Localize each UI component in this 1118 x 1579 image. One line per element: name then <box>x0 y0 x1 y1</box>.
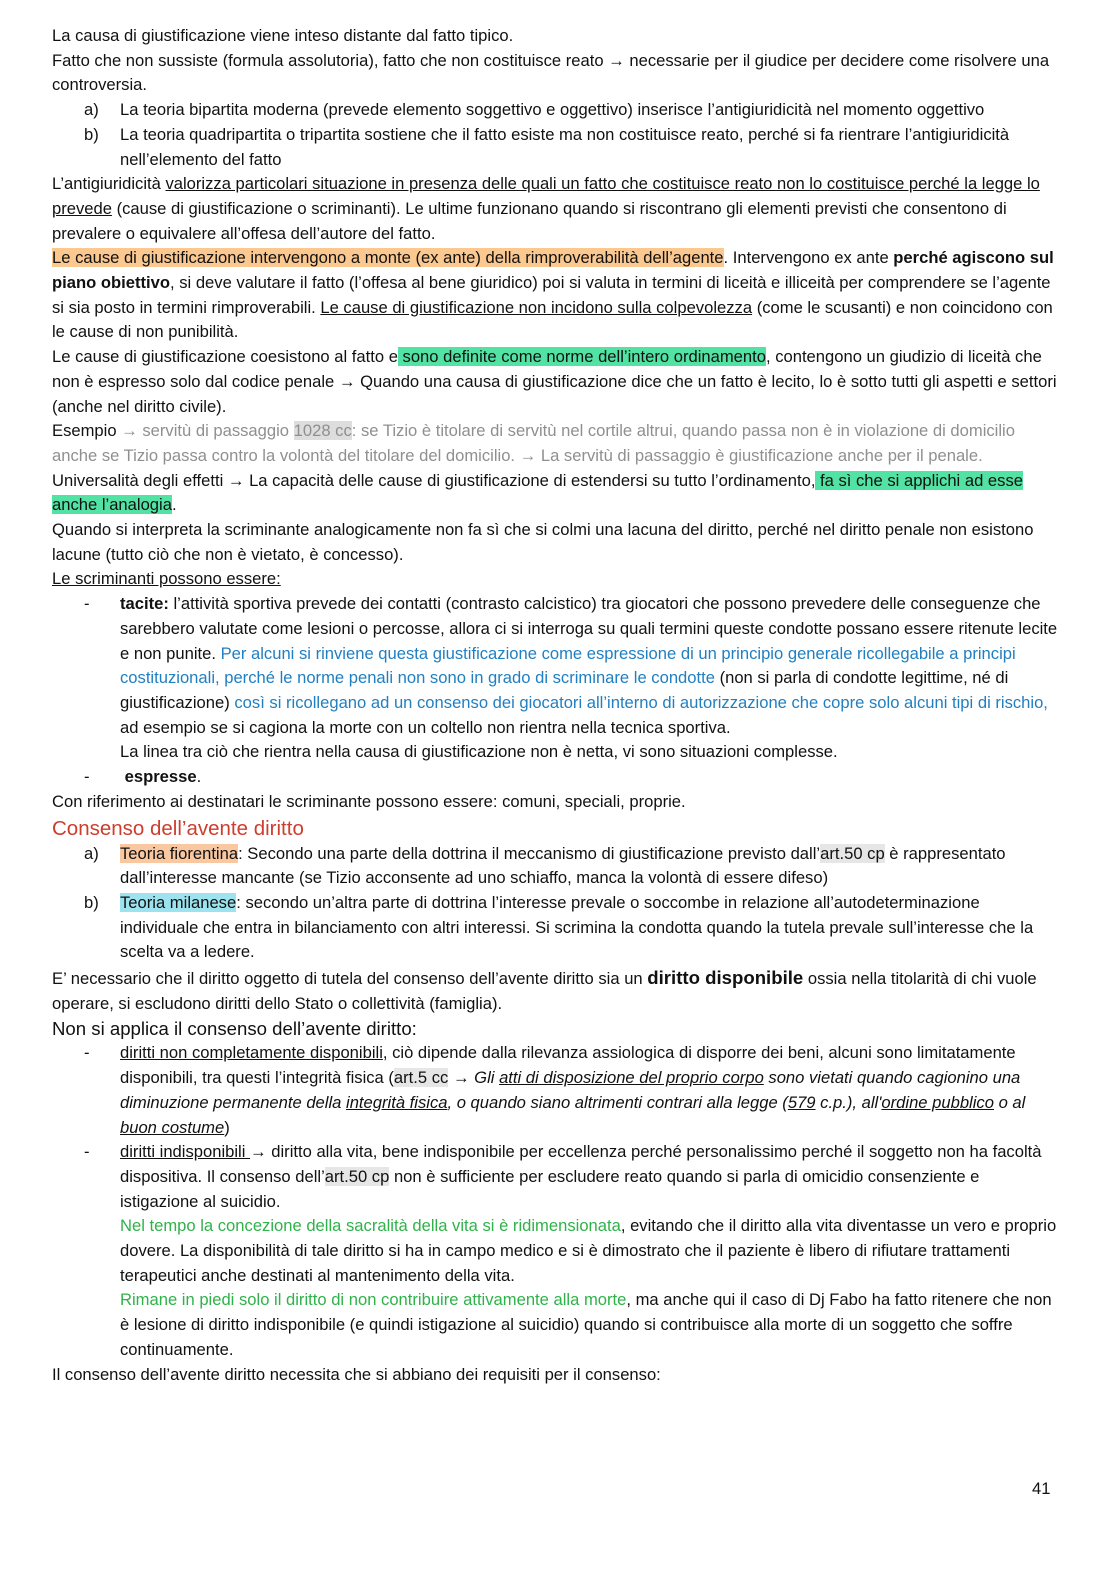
paragraph-antigiuridicita <box>52 172 1062 246</box>
text-run: . <box>196 767 202 787</box>
text-run: → diritto alla vita, bene indisponibile per eccellenza perché personalissimo perché il soggetto non ha facoltà dispositiva. Il consenso dell’ <box>120 1142 1042 1186</box>
text-run: . <box>171 495 177 515</box>
italic-link-text: ordine pubblico <box>881 1092 994 1112</box>
text-run: ) <box>224 1117 230 1137</box>
list-item-espresse <box>52 765 1062 790</box>
list-marker: b) <box>84 124 99 144</box>
paragraph-universalita <box>52 469 1062 518</box>
paragraph-scriminanti <box>52 567 1062 592</box>
list-item-text <box>120 765 1062 790</box>
heading-text: Consenso dell’avente diritto <box>52 816 304 840</box>
gray-text: : se Tizio è titolare di servitù nel cortile altrui, quando passa non è in violazione di domicilio anche se Tizio passa contro la volontà del titolare del domicilio. → La servitù di passaggio è giustificazione anche per il penale. <box>52 421 1015 465</box>
list-marker: b) <box>84 892 99 912</box>
paragraph-destinatari <box>52 790 1062 815</box>
highlight-gray: art.50 cp <box>324 1166 390 1186</box>
text-run: Il consenso dell’avente diritto necessita che si abbiano dei requisiti per il consenso: <box>52 1364 661 1384</box>
bold-text: espresse <box>124 767 197 787</box>
list-item-non-completamente-disponibili <box>52 1041 1062 1140</box>
italic-text: Gli <box>474 1068 500 1088</box>
italic-text: sono vietati quando cagionino una diminuzione permanente della <box>120 1068 1021 1112</box>
text-intro: La causa di giustificazione viene inteso distante dal fatto tipico. <box>52 26 514 45</box>
highlight-green: sono definite come norme dell’intero ordinamento <box>397 347 766 367</box>
text-run: , si deve valutare il fatto (l’offesa al bene giuridico) poi si valuta in termini di liceità e illiceità per comprendere se l’agente si sia posto in termini rimproverabili. <box>52 273 1051 317</box>
green-text: Rimane in piedi solo il diritto di non contribuire attivamente alla morte <box>120 1290 627 1310</box>
text-run: è rappresentato dall’interesse mancante (se Tizio acconsente ad uno schiaffo, manca la volontà di essere difeso) <box>120 843 1006 888</box>
text-run: (cause di giustificazione o scriminanti). Le ultime funzionano quando si riscontrano gli elementi previsti che consentono di prevalere o equivalere all’offesa dell’autore del fatto. <box>52 198 1007 243</box>
text-run: ossia nella titolarità di chi vuole operare, si escludono diritti dello Stato o collettività (famiglia). <box>52 969 1037 1013</box>
underlined-text: valorizza particolari situazione in presenza delle quali un fatto che costituisce reato non lo costituisce perché la legge lo prevede <box>52 174 1040 218</box>
bold-text: diritto disponibile <box>647 967 804 989</box>
paragraph-requisiti <box>52 1363 1062 1388</box>
blue-text: così si ricollegano ad un consenso dei giocatori all’interno di autorizzazione che copre solo alcuni tipi di rischio, <box>234 692 1048 712</box>
text-run: (come le scusanti) e non coincidono con le cause di non punibilità. <box>52 297 1053 342</box>
paragraph-non-si-applica <box>52 1016 1062 1041</box>
section-heading <box>52 815 1062 842</box>
bold-text: tacite: <box>120 594 169 614</box>
highlight-green: fa sì che si applichi ad esse anche l’analogia <box>52 470 1023 515</box>
underlined-text: Le scriminanti possono essere: <box>52 569 281 589</box>
green-text: Nel tempo la concezione della sacralità della vita si è ridimensionata <box>120 1216 621 1236</box>
italic-text: c.p.), all' <box>815 1092 882 1112</box>
highlight-gray: 1028 cc <box>293 421 352 441</box>
text-run: ad esempio se si cagiona la morte con un coltello non rientra nella tecnica sportiva. <box>120 717 731 737</box>
underlined-text: diritti indisponibili <box>120 1142 251 1162</box>
text-run: non è sufficiente per escludere reato quando si parla di omicidio consenziente e istigazione al suicidio. <box>120 1166 980 1211</box>
text-run: , evitando che il diritto alla vita diventasse un vero e proprio dovere. La disponibilità di tale diritto si ha in campo medico e si è dimostrato che il paziente è libero di rifiutare trattamenti terapeutici anche destinati al mantenimento della vita. <box>120 1216 1057 1285</box>
list-marker: - <box>84 1142 90 1162</box>
text-run: Quando si interpreta la scriminante analogicamente non fa sì che si colmi una lacuna del diritto, perché nel diritto penale non esistono lacune (tutto ciò che non è vietato, è concesso). <box>52 520 1034 564</box>
text-run: E’ necessario che il diritto oggetto di tutela del consenso dell’avente diritto sia un <box>52 969 648 989</box>
highlight-cyan: Teoria milanese <box>120 892 237 912</box>
text-run: Universalità degli effetti → La capacità delle cause di giustificazione di estendersi su tutto l’ordinamento, <box>52 470 816 490</box>
italic-link-text: 579 <box>787 1092 816 1112</box>
italic-text: o al <box>993 1092 1026 1112</box>
text-run: (non si parla di condotte legittime, né di giustificazione) <box>120 668 1009 712</box>
text-run: → <box>448 1068 475 1088</box>
text-run: Esempio <box>52 421 117 441</box>
list-item-text: La teoria quadripartita o tripartita sostiene che il fatto esiste ma non costituisce reato, perché si fa rientrare l’antigiuridicità nell’elemento del fatto <box>120 124 1010 169</box>
text-run: La linea tra ciò che rientra nella causa di giustificazione non è netta, vi sono situazioni complesse. <box>120 742 838 762</box>
italic-text: , o quando siano altrimenti contrari alla legge ( <box>447 1092 788 1112</box>
paragraph-fatto <box>52 49 1062 98</box>
document-page <box>52 24 1062 1387</box>
bold-text: perché agiscono sul piano obiettivo <box>52 248 1054 293</box>
paragraph-analogia <box>52 518 1062 567</box>
underlined-text: Le cause di giustificazione non incidono sulla colpevolezza <box>320 297 753 317</box>
list-marker: - <box>84 767 90 787</box>
underlined-text: diritti non completamente disponibili <box>120 1043 383 1063</box>
text-run: L’antigiuridicità <box>52 174 166 194</box>
text-run: : secondo un’altra parte di dottrina l’interesse prevale o soccombe in relazione all’autodeterminazione individuale che entra in bilanciamento con altri interessi. Si scrimina la condotta quando la tutela prevale sull’interesse che la scelta va a ledere. <box>120 892 1034 962</box>
text-run: , ma anche qui il caso di Dj Fabo ha fatto ritenere che non è lesione di diritto indisponibile (e quindi istigazione al suicidio) quando si contribuisce alla morte di un soggetto che soffre continuamente. <box>120 1290 1052 1359</box>
text-fatto: Fatto che non sussiste (formula assolutoria), fatto che non costituisce reato → necessarie per il giudice per decidere come risolvere una controversia. <box>52 50 1050 95</box>
highlight-orange: Le cause di giustificazione intervengono a monte (ex ante) della rimproverabilità dell’agente <box>52 248 724 268</box>
list-item-indisponibili <box>52 1140 1062 1362</box>
list-item-text <box>120 891 1062 965</box>
list-item-fiorentina <box>52 842 1062 891</box>
italic-link-text: integrità fisica <box>346 1092 448 1112</box>
paragraph-intro <box>52 24 1062 49</box>
list-marker: - <box>84 594 90 614</box>
list-item-text <box>120 1041 1062 1140</box>
text-run: : Secondo una parte della dottrina il meccanismo di giustificazione previsto dall’ <box>238 843 821 863</box>
list-item-tacite <box>52 592 1062 765</box>
list-item-bipartita <box>52 98 1062 123</box>
text-run: , ciò dipende dalla rilevanza assiologica di disporre dei beni, alcuni sono limitatamente disponibili, tra questi l’integrità fisica ( <box>120 1043 1016 1088</box>
paragraph-esempio <box>52 419 1062 468</box>
italic-link-text: atti di disposizione del proprio corpo <box>499 1068 764 1088</box>
highlight-gray: art.5 cc <box>393 1068 449 1088</box>
list-item-milanese <box>52 891 1062 965</box>
list-item-text <box>120 592 1062 765</box>
text-run: . Intervengono ex ante <box>723 248 894 268</box>
list-item-text <box>120 1140 1062 1362</box>
list-item-text <box>120 842 1062 891</box>
highlight-gray: art.50 cp <box>820 843 885 863</box>
list-item-text: La teoria bipartita moderna (prevede elemento soggettivo e oggettivo) inserisce l’antigiuridicità nel momento oggettivo <box>120 100 985 120</box>
paragraph-coesistono <box>52 345 1062 419</box>
text-run: Non si applica il consenso dell’avente diritto: <box>52 1018 417 1040</box>
list-marker: - <box>84 1043 90 1063</box>
gray-text: → servitù di passaggio <box>116 421 294 441</box>
text-run: , contengono un giudizio di liceità che non è espresso solo dal codice penale → Quando una causa di giustificazione dice che un fatto è lecito, lo è sotto tutti gli aspetti e settori (anche nel diritto civile). <box>52 347 1057 416</box>
list-item-quadripartita <box>52 123 1062 172</box>
highlight-orange: Teoria fiorentina <box>120 843 239 863</box>
list-marker: a) <box>84 100 99 120</box>
text-run: Con riferimento ai destinatari le scriminante possono essere: comuni, speciali, proprie. <box>52 791 686 811</box>
blue-text: Per alcuni si rinviene questa giustificazione come espressione di un principio generale ricollegabile a principi costituzionali, perché le norme penali non sono in grado di scriminare le condotte <box>120 643 1016 688</box>
text-run: Le cause di giustificazione coesistono al fatto e <box>52 347 398 367</box>
list-marker: a) <box>84 843 99 863</box>
text-run: l’attività sportiva prevede dei contatti (contrasto calcistico) tra giocatori che possono prevedere delle conseguenze che sarebbero valutate come lesioni o percosse, allora ci si interroga su quali termini queste condotte possano essere ritenute lecite e non punite. <box>120 594 1058 663</box>
paragraph-necessario <box>52 965 1062 1016</box>
paragraph-a-monte <box>52 246 1062 345</box>
italic-link-text: buon costume <box>120 1117 225 1137</box>
page-number: 41 <box>1032 1479 1051 1498</box>
